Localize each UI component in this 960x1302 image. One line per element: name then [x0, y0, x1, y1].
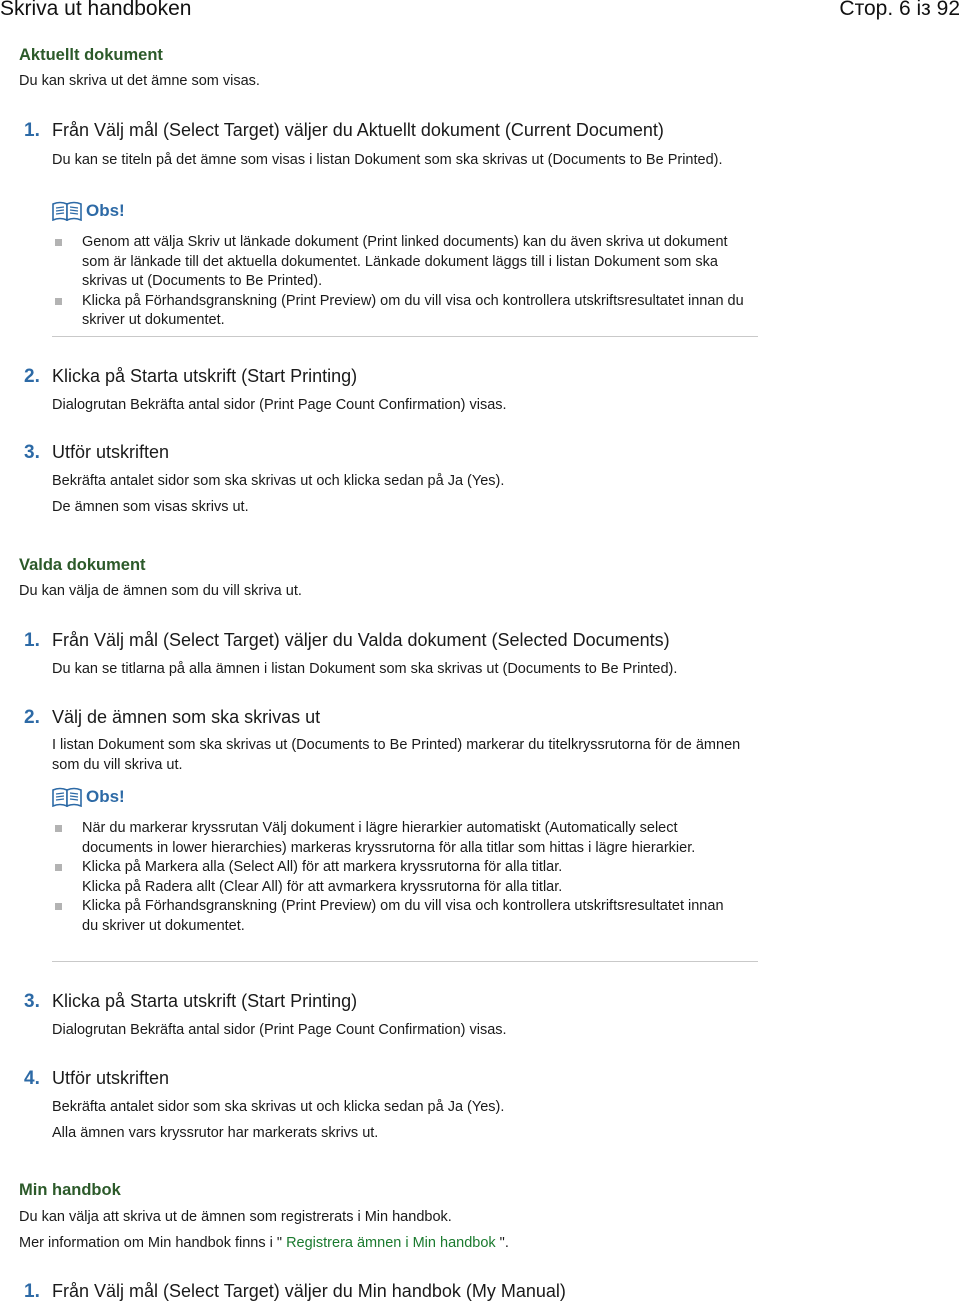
list-item: Klicka på Markera alla (Select All) för att markera kryssrutorna för alla titlar.	[52, 858, 742, 878]
list-item: Klicka på Förhandsgranskning (Print Preview) om du vill visa och kontrollera utskriftsresultatet innan du skriver ut dokumentet.	[52, 292, 752, 331]
more-info-prefix: Mer information om Min handbok finns i "	[19, 1235, 283, 1251]
step-body-result: De ämnen som visas skrivs ut.	[52, 499, 249, 515]
list-item: När du markerar kryssrutan Välj dokument i lägre hierarkier automatiskt (Automatically select documents in lower hierarchies) markeras kryssrutorna för alla titlar som hittas i lägre hierarkier.	[52, 819, 742, 858]
step-number: 2.	[24, 366, 40, 387]
section-title-selected: Valda dokument	[19, 556, 146, 574]
list-item: Klicka på Förhandsgranskning (Print Preview) om du vill visa och kontrollera utskriftsresultatet innan du skriver ut dokumentet.	[52, 897, 742, 936]
step-title: Välj de ämnen som ska skrivas ut	[52, 707, 321, 727]
step-body: Du kan se titeln på det ämne som visas i listan Dokument som ska skrivas ut (Documents to Be Printed).	[52, 152, 723, 168]
step-number: 3.	[24, 991, 40, 1012]
step-number: 4.	[24, 1068, 40, 1089]
page-header	[0, 0, 960, 26]
step-title: Från Välj mål (Select Target) väljer du Min handbok (My Manual)	[52, 1281, 566, 1301]
step-body: Dialogrutan Bekräfta antal sidor (Print Page Count Confirmation) visas.	[52, 397, 507, 413]
step-number: 3.	[24, 442, 40, 463]
page-indicator: Стор. 6 із 92	[839, 0, 960, 20]
section-title-current: Aktuellt dokument	[19, 46, 163, 64]
more-info-suffix: ".	[499, 1235, 509, 1251]
note-header	[52, 787, 125, 807]
step-body-result: Alla ämnen vars kryssrutor har markerats skrivs ut.	[52, 1125, 379, 1141]
step-body: Du kan se titlarna på alla ämnen i listan Dokument som ska skrivas ut (Documents to Be Printed).	[52, 661, 678, 677]
document-title: Skriva ut handboken	[0, 0, 192, 20]
section-desc-manual: Du kan välja att skriva ut de ämnen som registrerats i Min handbok.	[19, 1209, 452, 1225]
step-title: Utför utskriften	[52, 442, 170, 462]
step-title: Klicka på Starta utskrift (Start Printing)	[52, 991, 358, 1011]
step-body: I listan Dokument som ska skrivas ut (Documents to Be Printed) markerar du titelkryssrutorna för de ämnen som du vill skriva ut.	[52, 737, 741, 773]
step-body: Dialogrutan Bekräfta antal sidor (Print Page Count Confirmation) visas.	[52, 1022, 507, 1038]
book-icon	[52, 787, 82, 807]
step-number: 1.	[24, 630, 40, 651]
note-list	[52, 819, 742, 936]
note-list	[52, 233, 752, 331]
list-item-continuation: Klicka på Radera allt (Clear All) för att avmarkera kryssrutorna för alla titlar.	[82, 878, 563, 895]
note-divider	[52, 961, 758, 962]
more-info-line	[19, 1235, 509, 1251]
step-body: Bekräfta antalet sidor som ska skrivas ut och klicka sedan på Ja (Yes).	[52, 473, 505, 489]
section-title-manual: Min handbok	[19, 1181, 121, 1199]
note-label: Obs!	[86, 787, 125, 806]
note-label: Obs!	[86, 201, 125, 220]
register-topics-link[interactable]: Registrera ämnen i Min handbok	[286, 1235, 496, 1251]
list-item: Genom att välja Skriv ut länkade dokument (Print linked documents) kan du även skriva ut dokument som är länkade till det aktuella dokumentet. Länkade dokument läggs till i listan Dokument som ska skrivas ut (Documents to Be Printed).	[52, 233, 752, 292]
note-header	[52, 201, 125, 221]
step-title: Utför utskriften	[52, 1068, 170, 1088]
step-title: Från Välj mål (Select Target) väljer du Aktuellt dokument (Current Document)	[52, 120, 664, 140]
step-number: 1.	[24, 120, 40, 141]
book-icon	[52, 201, 82, 221]
section-desc-current: Du kan skriva ut det ämne som visas.	[19, 73, 260, 89]
step-body: Bekräfta antalet sidor som ska skrivas ut och klicka sedan på Ja (Yes).	[52, 1099, 505, 1115]
note-divider	[52, 336, 758, 337]
step-title: Från Välj mål (Select Target) väljer du Valda dokument (Selected Documents)	[52, 630, 670, 650]
step-number: 1.	[24, 1281, 40, 1302]
step-title: Klicka på Starta utskrift (Start Printing)	[52, 366, 358, 386]
step-number: 2.	[24, 707, 40, 728]
section-desc-selected: Du kan välja de ämnen som du vill skriva ut.	[19, 583, 302, 599]
